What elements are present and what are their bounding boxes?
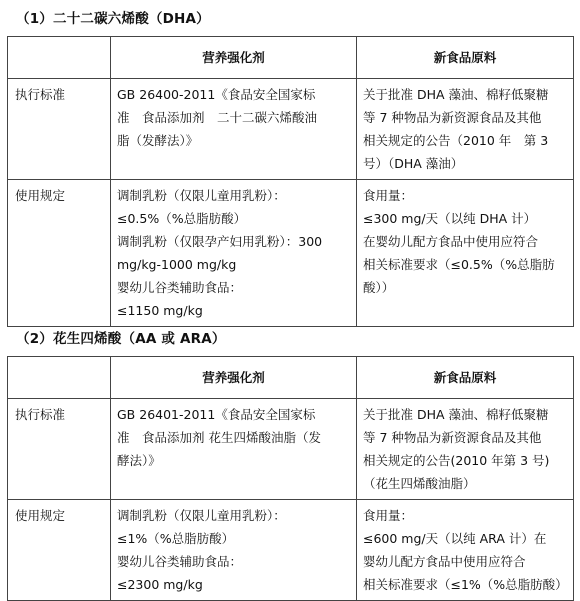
header-novel-food: 新食品原料: [357, 37, 574, 79]
table-row: [8, 180, 574, 327]
table-header-row: [8, 37, 574, 79]
cell-line: ≤1150 mg/kg: [117, 303, 203, 318]
cell-line: 婴幼儿谷类辅助食品：: [117, 554, 243, 569]
cell-line: 调制乳粉（仅限孕产妇用乳粉）：300: [117, 234, 323, 249]
ara-table: [7, 356, 574, 601]
novel-food-usage-cell: [357, 180, 574, 327]
cell-line: ≤600 mg/天（以纯 ARA 计）在: [363, 531, 547, 546]
row-label-usage: 使用规定: [8, 180, 111, 327]
cell-line: 食用量：: [363, 188, 414, 203]
novel-food-standard-cell: [357, 79, 574, 180]
table-header-row: [8, 357, 574, 399]
header-fortifier: 营养强化剂: [111, 357, 357, 399]
fortifier-standard-cell: [111, 399, 357, 500]
novel-food-usage-cell: [357, 500, 574, 601]
cell-line: GB 26400-2011《食品安全国家标: [117, 87, 316, 102]
cell-line: ≤1%（%总脂肪酸）: [117, 531, 235, 546]
novel-food-standard-cell: [357, 399, 574, 500]
header-fortifier: 营养强化剂: [111, 37, 357, 79]
row-label-standard: 执行标准: [8, 399, 111, 500]
cell-line: 号）（DHA 藻油）: [363, 156, 464, 171]
header-blank-cell: [8, 357, 111, 399]
fortifier-usage-cell: [111, 500, 357, 601]
cell-line: 调制乳粉（仅限儿童用乳粉）：: [117, 188, 286, 203]
cell-line: 酵法）》: [117, 453, 161, 468]
table-row: [8, 399, 574, 500]
header-blank-cell: [8, 37, 111, 79]
fortifier-standard-cell: [111, 79, 357, 180]
cell-line: 关于批准 DHA 藻油、棉籽低聚糖: [363, 407, 549, 422]
section-2-title: （2）花生四烯酸（AA 或 ARA）: [16, 331, 226, 347]
cell-line: mg/kg-1000 mg/kg: [117, 257, 237, 272]
cell-line: 调制乳粉（仅限儿童用乳粉）：: [117, 508, 286, 523]
cell-line: 准 食品添加剂 二十二碳六烯酸油: [117, 110, 318, 125]
cell-line: 等 7 种物品为新资源食品及其他: [363, 430, 542, 445]
cell-line: ≤300 mg/天（以纯 DHA 计）: [363, 211, 537, 226]
fortifier-usage-cell: [111, 180, 357, 327]
row-label-usage: 使用规定: [8, 500, 111, 601]
cell-line: 准 食品添加剂 花生四烯酸油脂（发: [117, 430, 321, 445]
cell-line: GB 26401-2011《食品安全国家标: [117, 407, 316, 422]
cell-line: 相关标准要求（≤0.5%（%总脂肪: [363, 257, 555, 272]
cell-line: 婴幼儿谷类辅助食品：: [117, 280, 243, 295]
section-1-title: （1）二十二碳六烯酸（DHA）: [16, 11, 210, 27]
header-novel-food: 新食品原料: [357, 357, 574, 399]
cell-line: 相关规定的公告(2010 年第 3 号): [363, 453, 550, 468]
cell-line: 在婴幼儿配方食品中使用应符合: [363, 234, 539, 249]
cell-line: （花生四烯酸油脂）: [363, 476, 476, 491]
cell-line: 婴幼儿配方食品中使用应符合: [363, 554, 526, 569]
cell-line: 食用量：: [363, 508, 414, 523]
cell-line: 等 7 种物品为新资源食品及其他: [363, 110, 542, 125]
cell-line: 脂（发酵法）》: [117, 133, 199, 148]
cell-line: 关于批准 DHA 藻油、棉籽低聚糖: [363, 87, 549, 102]
cell-line: ≤0.5%（%总脂肪酸）: [117, 211, 247, 226]
row-label-standard: 执行标准: [8, 79, 111, 180]
cell-line: 相关规定的公告（2010 年 第 3: [363, 133, 549, 148]
cell-line: 酸））: [363, 280, 395, 295]
table-row: [8, 79, 574, 180]
cell-line: 相关标准要求（≤1%（%总脂肪酸）: [363, 577, 568, 592]
table-row: [8, 500, 574, 601]
cell-line: ≤2300 mg/kg: [117, 577, 203, 592]
dha-table: [7, 36, 574, 327]
